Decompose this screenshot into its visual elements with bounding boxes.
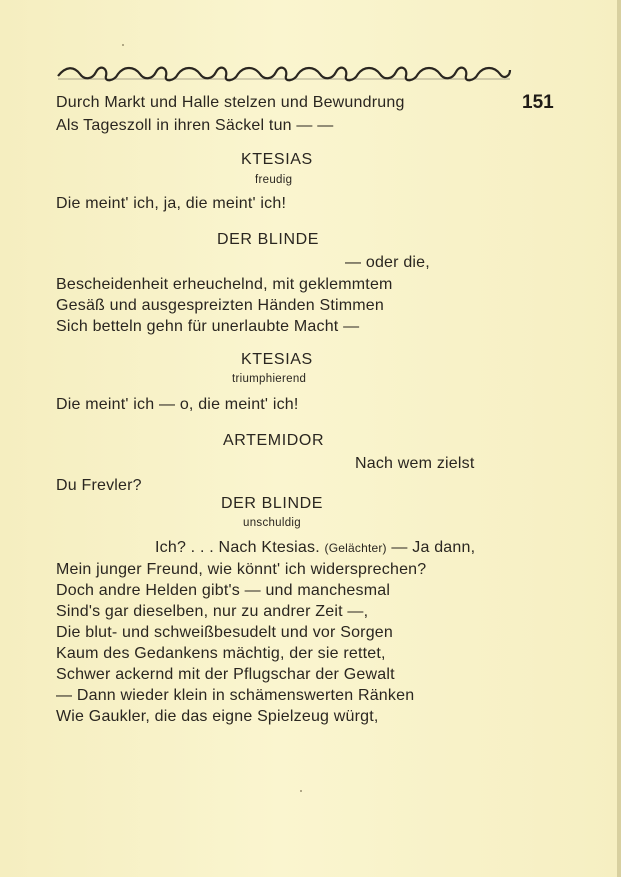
verse-line: Bescheidenheit erheuchelnd, mit geklemmtem <box>56 276 393 293</box>
stage-direction: freudig <box>255 174 293 186</box>
page-number: 151 <box>522 92 554 113</box>
speaker-name: DER BLINDE <box>221 495 324 512</box>
stage-direction-inline: (Gelächter) <box>324 541 387 555</box>
verse-line: Schwer ackernd mit der Pflugschar der Gewalt <box>56 666 395 683</box>
speaker-name: DER BLINDE <box>217 231 320 248</box>
speaker-name: ARTEMIDOR <box>223 432 325 449</box>
verse-line: Als Tageszoll in ihren Säckel tun — — <box>56 117 334 134</box>
paper-speck <box>300 790 302 792</box>
verse-line: — oder die, <box>345 254 430 271</box>
speaker-name: KTESIAS <box>241 151 313 168</box>
verse-line: Nach wem zielst <box>355 455 475 472</box>
paper-speck <box>122 44 124 46</box>
verse-line: Die blut- und schweißbesudelt und vor Sorgen <box>56 624 393 641</box>
verse-text: Ich? . . . Nach Ktesias. <box>155 539 320 556</box>
verse-line: Sich betteln gehn für unerlaubte Macht — <box>56 318 360 335</box>
verse-line: Durch Markt und Halle stelzen und Bewundrung <box>56 94 405 111</box>
speaker-name: KTESIAS <box>241 351 313 368</box>
stage-direction: triumphierend <box>232 373 307 385</box>
verse-line: Doch andre Helden gibt's — und manchesmal <box>56 582 391 599</box>
verse-text: — Ja dann, <box>391 539 476 556</box>
verse-line <box>155 539 475 557</box>
verse-line: Kaum des Gedankens mächtig, der sie rettet, <box>56 645 386 662</box>
stage-direction: unschuldig <box>243 517 301 529</box>
verse-line: Sind's gar dieselben, nur zu andrer Zeit —, <box>56 603 369 620</box>
ornamental-border <box>56 64 512 84</box>
verse-line: Gesäß und ausgespreizten Händen Stimmen <box>56 297 384 314</box>
page-edge <box>617 0 621 877</box>
verse-line: Die meint' ich — o, die meint' ich! <box>56 396 299 413</box>
verse-line: Du Frevler? <box>56 477 142 494</box>
verse-line: — Dann wieder klein in schämenswerten Ränken <box>56 687 415 704</box>
verse-line: Die meint' ich, ja, die meint' ich! <box>56 195 287 212</box>
verse-line: Wie Gaukler, die das eigne Spielzeug würgt, <box>56 708 379 725</box>
verse-line: Mein junger Freund, wie könnt' ich widersprechen? <box>56 561 427 578</box>
